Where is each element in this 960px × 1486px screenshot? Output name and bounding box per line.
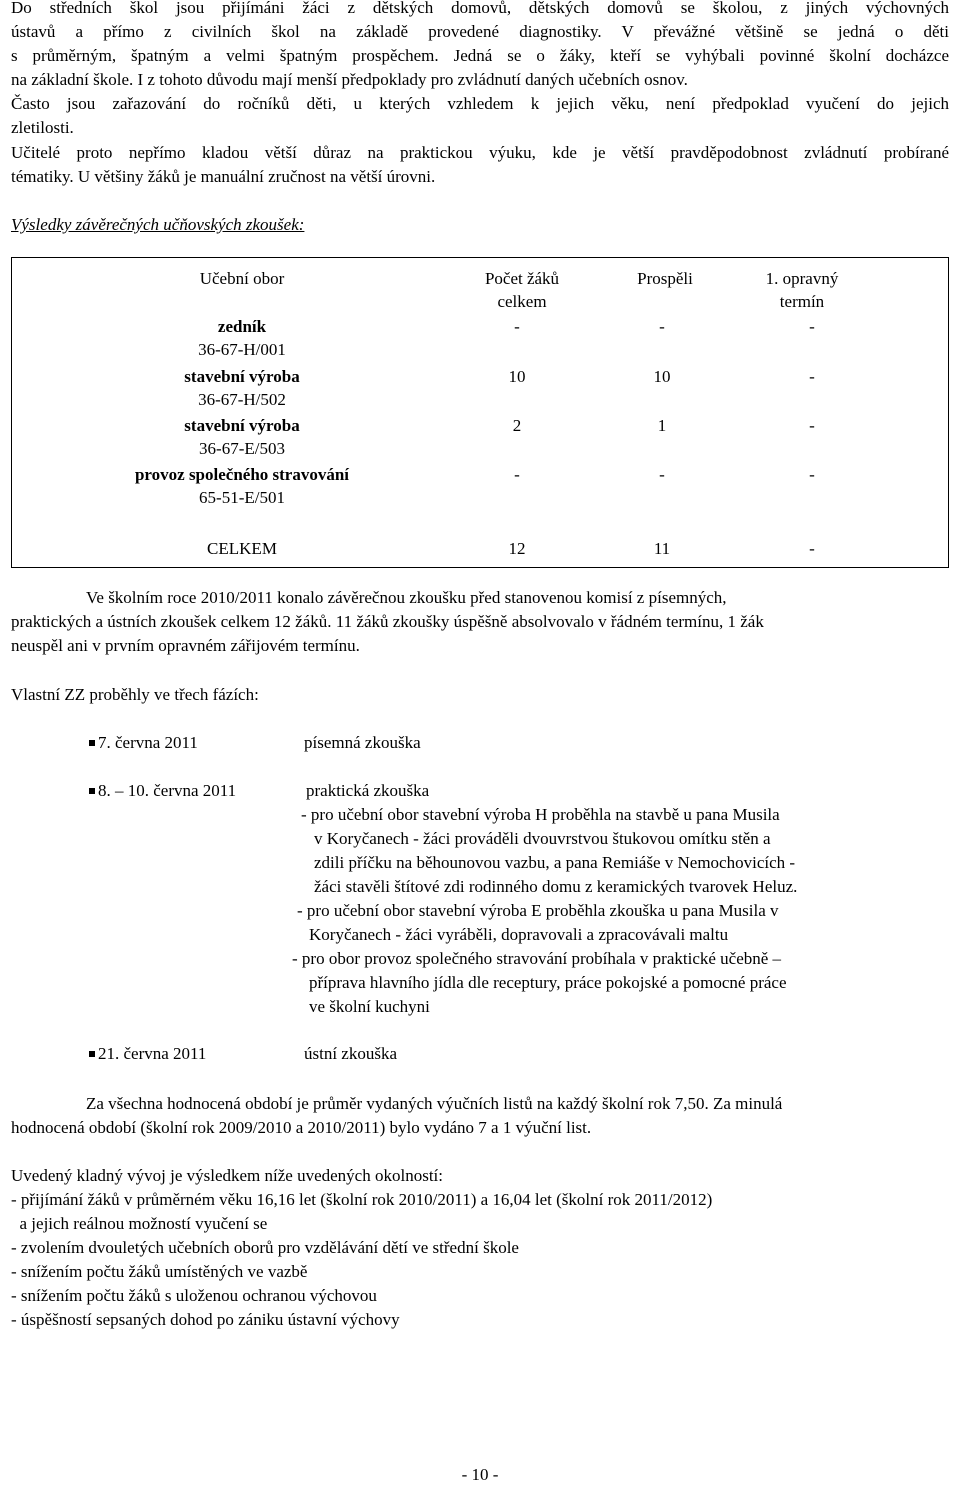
total-pocet: 12: [508, 539, 526, 558]
practical-detail-line: zdili příčku na běhounovou vazbu, a pana Remiáše v Nemochovicích -: [314, 853, 796, 872]
text-line: na základní škole. I z tohoto důvodu mají menší předpoklady pro zvládnutí daných učebních osnov.: [11, 70, 688, 89]
obor-code: 36-67-H/502: [198, 390, 286, 409]
page-number: - 10 -: [461, 1465, 499, 1484]
summary-line-1: Ve školním roce 2010/2011 konalo závěrečnou zkoušku před stanovenou komisí z písemných,: [86, 588, 727, 607]
header-pocet-line2: celkem: [497, 292, 547, 311]
phase-date: 7. června 2011: [98, 733, 198, 752]
cell-prospeli: -: [659, 317, 665, 336]
table-row-obor: [72, 414, 412, 460]
practical-detail-line: v Koryčanech - žáci prováděli dvouvrstvou štukovou omítku stěn a: [314, 829, 771, 848]
cell-prospeli: 10: [653, 367, 671, 386]
practical-detail-line: Koryčanech - žáci vyráběli, dopravovali a zpracovávali maltu: [309, 925, 729, 944]
cell-opravny: -: [809, 465, 815, 484]
intro-paragraph-1: [11, 0, 949, 92]
cell-pocet: -: [514, 465, 520, 484]
header-prospeli: Prospěli: [637, 269, 693, 288]
cell-prospeli: -: [659, 465, 665, 484]
text-line: Často jsou zařazování do ročníků děti, u kterých vzhledem k jejich věku, není předpoklad vyučení do jejich: [11, 94, 949, 113]
text-line: Učitelé proto nepřímo kladou větší důraz na praktickou výuku, kde je větší pravděpodobnost zvládnutí probírané: [11, 143, 949, 162]
table-row-obor: [72, 463, 412, 509]
positive-item: - zvolením dvouletých učebních oborů pro vzdělávání dětí ve střední škole: [11, 1238, 519, 1257]
header-pocet-line1: Počet žáků: [484, 269, 560, 288]
header-opravny-line2: termín: [779, 292, 825, 311]
bullet-icon: [89, 740, 95, 746]
phase-label: písemná zkouška: [304, 733, 421, 752]
practical-detail-line: ve školní kuchyni: [309, 997, 430, 1016]
obor-code: 36-67-E/503: [199, 439, 285, 458]
phase-label: praktická zkouška: [306, 781, 430, 800]
results-table: [11, 257, 949, 568]
practical-detail-line: příprava hlavního jídla dle receptury, práce pokojské a pomocné práce: [309, 973, 787, 992]
results-heading: Výsledky závěrečných učňovských zkoušek:: [11, 215, 305, 234]
text-line: s průměrným, špatným a velmi špatným prospěchem. Jedná se o žáky, kteří se vyhýbali povinné školní docházce: [11, 46, 949, 65]
bullet-icon: [89, 1051, 95, 1057]
practical-detail-line: - pro učební obor stavební výroba E proběhla zkouška u pana Musila v: [297, 901, 779, 920]
cell-pocet: -: [514, 317, 520, 336]
grades-line-1: Za všechna hodnocená období je průměr vydaných výučních listů na každý školní rok 7,50. Za minulá: [86, 1094, 783, 1113]
total-prospeli: 11: [653, 539, 671, 558]
cell-prospeli: 1: [657, 416, 667, 435]
text-line: ústavů a přímo z civilních škol na základě provedené diagnostiky. V převážné většině se jedná o děti: [11, 22, 949, 41]
header-opravny: [732, 267, 872, 313]
positive-item: - úspěšností sepsaných dohod po zániku ústavní výchovy: [11, 1310, 400, 1329]
practical-detail-line: - pro učební obor stavební výroba H proběhla na stavbě u pana Musila: [301, 805, 780, 824]
total-opravny: -: [809, 539, 815, 558]
obor-code: 36-67-H/001: [198, 340, 286, 359]
positive-item: - snížením počtu žáků s uloženou ochranou výchovou: [11, 1286, 377, 1305]
positive-item: - přijímání žáků v průměrném věku 16,16 let (školní rok 2010/2011) a 16,04 let (školní rok 2011/2012): [11, 1190, 713, 1209]
text-line: zletilosti.: [11, 118, 74, 137]
obor-name: stavební výroba: [184, 416, 300, 435]
phase-label: ústní zkouška: [304, 1044, 398, 1063]
obor-name: stavební výroba: [184, 367, 300, 386]
cell-pocet: 2: [512, 416, 522, 435]
grades-line-2: hodnocená období (školní rok 2009/2010 a 2010/2011) bylo vydáno 7 a 1 výuční list.: [11, 1118, 592, 1137]
obor-name: zedník: [217, 317, 267, 336]
header-pocet: [457, 267, 587, 313]
cell-opravny: -: [809, 317, 815, 336]
positive-intro: Uvedený kladný vývoj je výsledkem níže uvedených okolností:: [11, 1166, 443, 1185]
summary-line-3: neuspěl ani v prvním opravném zářijovém termínu.: [11, 636, 360, 655]
header-obor: Učební obor: [199, 269, 285, 288]
obor-code: 65-51-E/501: [199, 488, 285, 507]
intro-paragraph-2: [11, 92, 949, 140]
total-label: CELKEM: [207, 539, 277, 558]
intro-paragraph-3: [11, 141, 949, 189]
header-opravny-line1: 1. opravný: [765, 269, 839, 288]
table-row-obor: [72, 315, 412, 361]
text-line: Do středních škol jsou přijímáni žáci z dětských domovů, dětských domovů se školou, z jiných výchovných: [11, 0, 949, 17]
positive-item: a jejich reálnou možností vyučení se: [11, 1214, 268, 1233]
cell-opravny: -: [809, 416, 815, 435]
practical-detail-line: žáci stavěli štítové zdi rodinného domu z keramických tvarovek Heluz.: [314, 877, 798, 896]
cell-opravny: -: [809, 367, 815, 386]
phases-intro: Vlastní ZZ proběhly ve třech fázích:: [11, 685, 259, 704]
obor-name: provoz společného stravování: [134, 465, 350, 484]
text-line: tématiky. U většiny žáků je manuální zručnost na větší úrovni.: [11, 167, 436, 186]
phase-date: 8. – 10. června 2011: [98, 781, 237, 800]
table-row-obor: [72, 365, 412, 411]
positive-item: - snížením počtu žáků umístěných ve vazbě: [11, 1262, 308, 1281]
practical-detail-line: - pro obor provoz společného stravování probíhala v praktické učebně –: [292, 949, 782, 968]
bullet-icon: [89, 788, 95, 794]
cell-pocet: 10: [508, 367, 526, 386]
summary-line-2: praktických a ústních zkoušek celkem 12 žáků. 11 žáků zkoušky úspěšně absolvovalo v řádném termínu, 1 žák: [11, 612, 764, 631]
phase-date: 21. června 2011: [98, 1044, 207, 1063]
